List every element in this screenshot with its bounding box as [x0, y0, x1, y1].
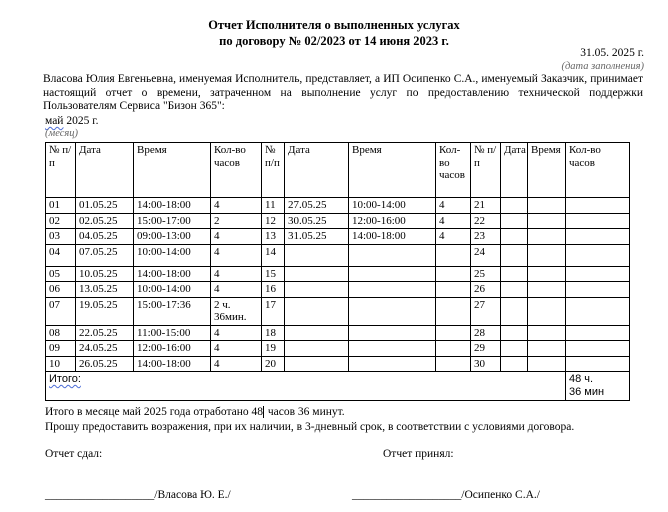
- table-cell: [528, 244, 566, 266]
- table-cell: [501, 341, 528, 357]
- request-line: Прошу предоставить возражения, при их наличии, в 3-дневный срок, в соответствии с условиями договора.: [45, 421, 575, 433]
- table-cell: [349, 341, 436, 357]
- fill-date: 31.05. 2025 г.: [580, 47, 644, 59]
- table-cell: [436, 297, 471, 325]
- document-title-line1: Отчет Исполнителя о выполненных услугах: [208, 18, 460, 32]
- table-cell: [349, 356, 436, 372]
- table-row: [46, 356, 630, 372]
- header-cell: № п/п: [46, 143, 76, 198]
- table-cell: [285, 356, 349, 372]
- table-cell: [349, 297, 436, 325]
- table-cell: [501, 229, 528, 245]
- total-label: Итого:: [46, 372, 566, 401]
- table-cell: 26.05.25: [76, 356, 134, 372]
- table-cell: 29: [471, 341, 501, 357]
- table-cell: 25: [471, 266, 501, 282]
- table-cell: [285, 341, 349, 357]
- table-cell: [501, 244, 528, 266]
- table-row: [46, 325, 630, 341]
- table-cell: [528, 356, 566, 372]
- table-cell: 4: [436, 229, 471, 245]
- table-cell: 2 ч. 36мин.: [211, 297, 262, 325]
- table-cell: [566, 297, 630, 325]
- table-cell: [501, 325, 528, 341]
- table-cell: [566, 325, 630, 341]
- table-cell: 10:00-14:00: [134, 282, 211, 298]
- signature-left: ___________________/Власова Ю. Е./: [45, 489, 231, 501]
- table-cell: 02: [46, 213, 76, 229]
- table-cell: 09: [46, 341, 76, 357]
- table-cell: 05: [46, 266, 76, 282]
- table-cell: [566, 356, 630, 372]
- table-cell: 14:00-18:00: [349, 229, 436, 245]
- header-cell: Кол-во часов: [566, 143, 630, 198]
- table-cell: [528, 297, 566, 325]
- table-cell: 10: [46, 356, 76, 372]
- header-cell: Кол-во часов: [211, 143, 262, 198]
- table-cell: [501, 266, 528, 282]
- fill-date-hint: (дата заполнения): [561, 61, 644, 72]
- table-cell: 23: [471, 229, 501, 245]
- table-cell: 24: [471, 244, 501, 266]
- table-cell: 12:00-16:00: [134, 341, 211, 357]
- table-cell: [285, 297, 349, 325]
- table-cell: [566, 341, 630, 357]
- table-cell: 21: [471, 198, 501, 214]
- table-cell: 4: [211, 244, 262, 266]
- table-cell: [436, 282, 471, 298]
- table-cell: [566, 266, 630, 282]
- table-cell: [528, 341, 566, 357]
- month-word: май: [45, 115, 64, 127]
- text-cursor: часов 36 минут.: [265, 406, 345, 418]
- table-cell: 4: [436, 198, 471, 214]
- table-cell: [566, 198, 630, 214]
- table-cell: [566, 282, 630, 298]
- table-cell: [566, 229, 630, 245]
- table-cell: 18: [262, 325, 285, 341]
- header-cell: Дата: [501, 143, 528, 198]
- table-cell: 01.05.25: [76, 198, 134, 214]
- signature-right: ___________________/Осипенко С.А./: [352, 489, 540, 501]
- table-cell: 14:00-18:00: [134, 198, 211, 214]
- table-row: [46, 297, 630, 325]
- table-cell: 13.05.25: [76, 282, 134, 298]
- table-cell: 14:00-18:00: [134, 356, 211, 372]
- table-cell: [501, 356, 528, 372]
- table-cell: 02.05.25: [76, 213, 134, 229]
- table-cell: [501, 282, 528, 298]
- total-value: 48 ч. 36 мин: [566, 372, 630, 401]
- table-cell: [528, 229, 566, 245]
- month-rest: 2025 г.: [63, 115, 99, 127]
- header-cell: Дата: [285, 143, 349, 198]
- header-cell: Время: [134, 143, 211, 198]
- table-cell: [528, 198, 566, 214]
- table-row: [46, 282, 630, 298]
- table-row: [46, 244, 630, 266]
- table-cell: 4: [211, 266, 262, 282]
- table-cell: 20: [262, 356, 285, 372]
- table-row: [46, 341, 630, 357]
- table-cell: 07.05.25: [76, 244, 134, 266]
- header-cell: Дата: [76, 143, 134, 198]
- table-cell: [349, 325, 436, 341]
- header-cell: Время: [528, 143, 566, 198]
- table-cell: [528, 325, 566, 341]
- table-cell: 12:00-16:00: [349, 213, 436, 229]
- table-cell: 03: [46, 229, 76, 245]
- table-cell: 4: [211, 229, 262, 245]
- table-cell: [501, 297, 528, 325]
- table-cell: 31.05.25: [285, 229, 349, 245]
- table-cell: [285, 244, 349, 266]
- table-cell: [285, 325, 349, 341]
- table-cell: 4: [211, 325, 262, 341]
- time-report-table: [45, 142, 630, 401]
- table-cell: [528, 282, 566, 298]
- table-cell: 4: [436, 213, 471, 229]
- table-cell: 30: [471, 356, 501, 372]
- table-header-row: [46, 143, 630, 198]
- table-cell: 4: [211, 282, 262, 298]
- header-cell: Время: [349, 143, 436, 198]
- header-cell: Кол-во часов: [436, 143, 471, 198]
- total-row: [46, 372, 630, 401]
- month-hint: (месяц): [45, 128, 79, 139]
- table-cell: 13: [262, 229, 285, 245]
- summary-line: Итого в месяце май 2025 года отработано 48 часов 36 минут.: [45, 406, 345, 418]
- table-cell: 10:00-14:00: [134, 244, 211, 266]
- table-cell: [285, 266, 349, 282]
- table-row: [46, 213, 630, 229]
- table-cell: 22: [471, 213, 501, 229]
- table-cell: 06: [46, 282, 76, 298]
- table-cell: 10:00-14:00: [349, 198, 436, 214]
- table-cell: 19.05.25: [76, 297, 134, 325]
- table-cell: 4: [211, 341, 262, 357]
- table-cell: [528, 266, 566, 282]
- table-cell: 22.05.25: [76, 325, 134, 341]
- table-cell: 27.05.25: [285, 198, 349, 214]
- table-cell: 4: [211, 198, 262, 214]
- table-cell: [436, 325, 471, 341]
- table-cell: [436, 356, 471, 372]
- table-cell: 07: [46, 297, 76, 325]
- table-cell: [349, 266, 436, 282]
- header-cell: № п/п: [471, 143, 501, 198]
- table-cell: 19: [262, 341, 285, 357]
- table-cell: 30.05.25: [285, 213, 349, 229]
- table-cell: 08: [46, 325, 76, 341]
- accepted-label: Отчет принял:: [383, 448, 454, 460]
- table-cell: [436, 266, 471, 282]
- table-cell: 15:00-17:36: [134, 297, 211, 325]
- document-title-line2: по договору № 02/2023 от 14 июня 2023 г.: [219, 34, 449, 48]
- table-cell: [285, 282, 349, 298]
- table-cell: 01: [46, 198, 76, 214]
- table-cell: [501, 213, 528, 229]
- table-cell: 09:00-13:00: [134, 229, 211, 245]
- table-cell: 11: [262, 198, 285, 214]
- handed-label: Отчет сдал:: [45, 448, 103, 460]
- table-cell: [349, 244, 436, 266]
- table-cell: 15:00-17:00: [134, 213, 211, 229]
- table-cell: 27: [471, 297, 501, 325]
- table-cell: 24.05.25: [76, 341, 134, 357]
- table-cell: [528, 213, 566, 229]
- table-cell: 2: [211, 213, 262, 229]
- table-cell: 17: [262, 297, 285, 325]
- table-cell: 10.05.25: [76, 266, 134, 282]
- table-cell: [436, 341, 471, 357]
- table-cell: [436, 244, 471, 266]
- table-cell: 14: [262, 244, 285, 266]
- table-cell: [349, 282, 436, 298]
- table-cell: 16: [262, 282, 285, 298]
- table-cell: 28: [471, 325, 501, 341]
- table-cell: 04.05.25: [76, 229, 134, 245]
- table-cell: [566, 244, 630, 266]
- table-row: [46, 266, 630, 282]
- table-cell: 4: [211, 356, 262, 372]
- intro-paragraph: Власова Юлия Евгеньевна, именуемая Исполнитель, представляет, а ИП Осипенко С.А., именуемый Заказчик, принимает настоящий отчет о времени, затраченном на выполнение услуг по предоставлению технической поддержки Пользователям Сервиса "Бизон 365":: [43, 73, 643, 112]
- table-cell: 14:00-18:00: [134, 266, 211, 282]
- table-cell: 26: [471, 282, 501, 298]
- month-value: [45, 115, 99, 127]
- table-cell: [566, 213, 630, 229]
- table-cell: 15: [262, 266, 285, 282]
- table-cell: 11:00-15:00: [134, 325, 211, 341]
- table-cell: 04: [46, 244, 76, 266]
- table-cell: [501, 198, 528, 214]
- table-row: [46, 229, 630, 245]
- table-row: [46, 198, 630, 214]
- header-cell: № п/п: [262, 143, 285, 198]
- table-cell: 12: [262, 213, 285, 229]
